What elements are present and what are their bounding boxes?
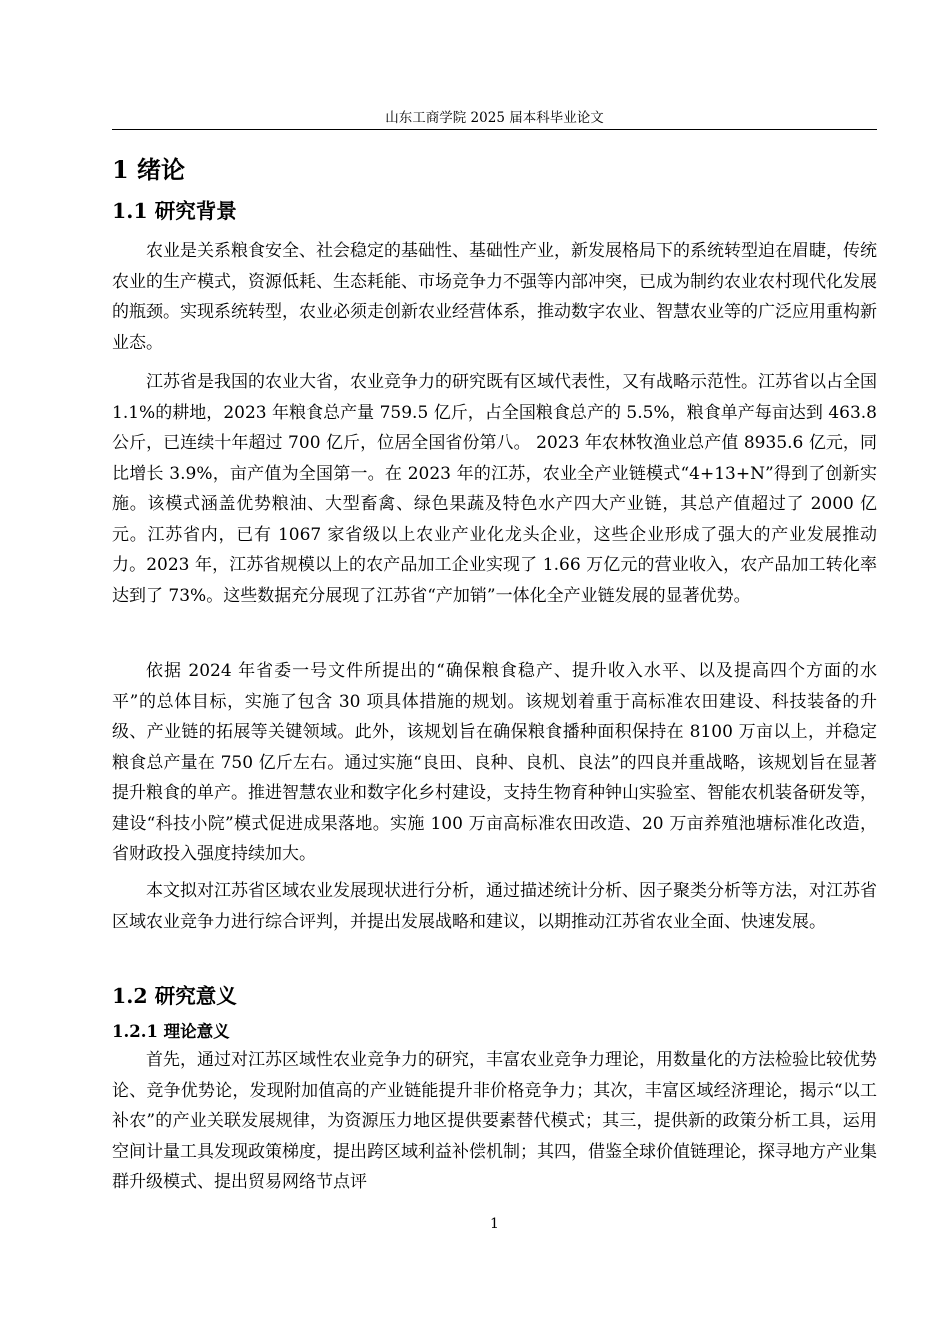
paragraph: 江苏省是我国的农业大省，农业竞争力的研究既有区域代表性，又有战略示范性。江苏省以占全国 1.1%的耕地，2023 年粮食总产量 759.5 亿斤，占全国粮食总产的 5.5%，粮食单产每亩达到 463.8 公斤，已连续十年超过 700 亿斤，位居全国省份第八。 2023 年农林牧渔业总产值 8935.6 亿元，同比增长 3.9%，亩产值为全国第一。在 2023 年的江苏，农业全产业链模式“4+13+N”得到了创新实施。该模式涵盖优势粮油、大型畜禽、绿色果蔬及特色水产四大产业链，其总产值超过了 2000 亿元。江苏省内，已有 1067 家省级以上农业产业化龙头企业，这些企业形成了强大的产业发展推动力。2023 年，江苏省规模以上的农产品加工企业实现了 1.66 万亿元的营业收入，农产品加工转化率达到了 73%。这些数据充分展现了江苏省“产加销”一体化全产业链发展的显著优势。 [112,372,877,606]
section-heading-1-2: 1.2 研究意义 [112,984,237,1008]
paragraph: 依据 2024 年省委一号文件所提出的“确保粮食稳产、提升收入水平、以及提高四个方面的水平”的总体目标，实施了包含 30 项具体措施的规划。该规划着重于高标准农田建设、科技装备的升级、产业链的拓展等关键领域。此外，该规划旨在确保粮食播种面积保持在 8100 万亩以上，并稳定粮食总产量在 750 亿斤左右。通过实施“良田、良种、良机、良法”的四良并重战略，该规划旨在显著提升粮食的单产。推进智慧农业和数字化乡村建设，支持生物育种钟山实验室、智能农机装备研发等，建设“科技小院”模式促进成果落地。实施 100 万亩高标准农田改造、20 万亩养殖池塘标准化改造，省财政投入强度持续加大。 [112,661,877,864]
section-heading-1-1: 1.1 研究背景 [112,199,237,223]
running-header: 山东工商学院 2025 届本科毕业论文 [385,110,604,126]
page-number: 1 [490,1216,499,1232]
subsection-heading-1-2-1: 1.2.1 理论意义 [112,1022,230,1041]
paragraph: 农业是关系粮食安全、社会稳定的基础性、基础性产业，新发展格局下的系统转型迫在眉睫，传统农业的生产模式，资源低耗、生态耗能、市场竞争力不强等内部冲突，已成为制约农业农村现代化发展的瓶颈。实现系统转型，农业必须走创新农业经营体系，推动数字农业、智慧农业等的广泛应用重构新业态。 [112,241,877,353]
paragraph: 本文拟对江苏省区域农业发展现状进行分析，通过描述统计分析、因子聚类分析等方法，对江苏省区域农业竞争力进行综合评判，并提出发展战略和建议，以期推动江苏省农业全面、快速发展。 [112,881,877,932]
paragraph: 首先，通过对江苏区域性农业竞争力的研究，丰富农业竞争力理论，用数量化的方法检验比较优势论、竞争优势论，发现附加值高的产业链能提升非价格竞争力；其次，丰富区域经济理论，揭示“以工补农”的产业关联发展规律，为资源压力地区提供要素替代模式；其三，提供新的政策分析工具，运用空间计量工具发现政策梯度，提出跨区域利益补偿机制；其四，借鉴全球价值链理论，探寻地方产业集群升级模式、提出贸易网络节点评 [112,1050,877,1192]
chapter-heading: 1 绪论 [112,155,186,184]
header-divider [112,129,877,130]
